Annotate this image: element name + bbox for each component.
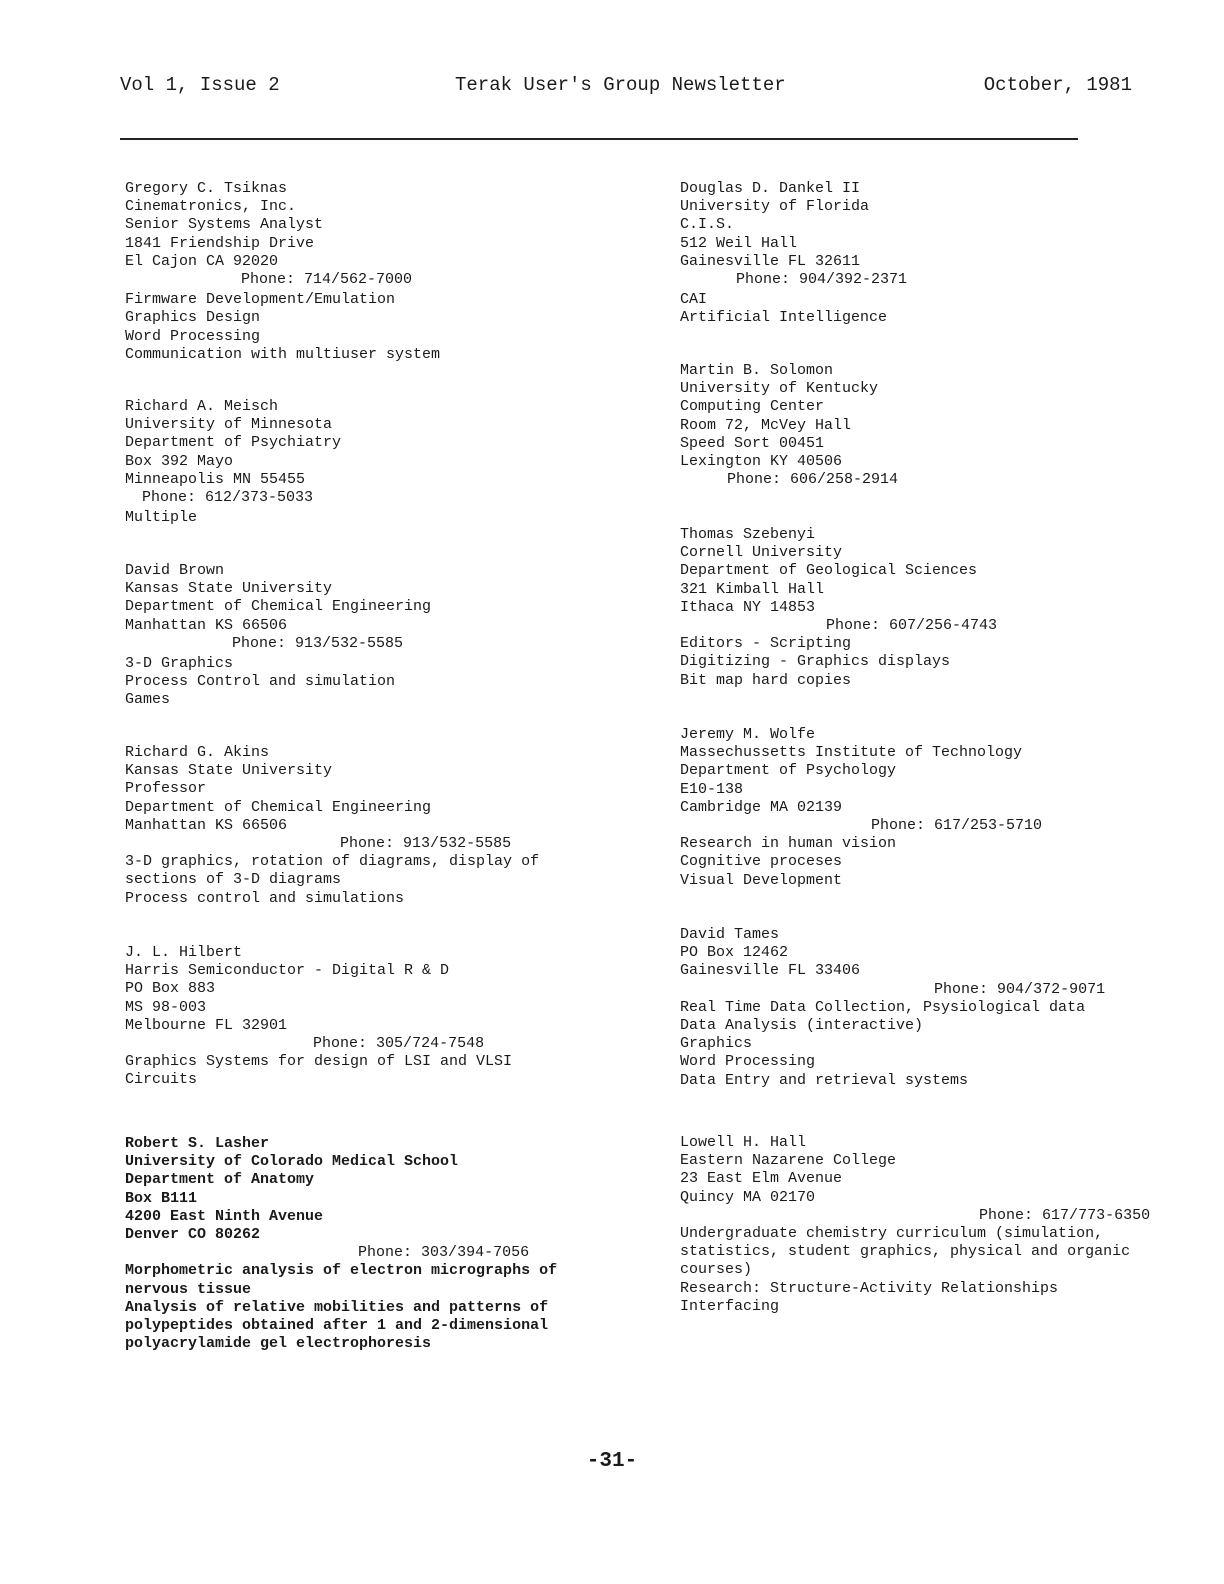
member-entry — [680, 526, 998, 690]
phone-number: Phone: 714/562-7000 — [241, 271, 413, 289]
interest-line: statistics, student graphics, physical and organic — [680, 1243, 1131, 1261]
address-line: Gregory C. Tsiknas — [125, 180, 288, 197]
address-line: PO Box 12462 — [680, 944, 789, 962]
interest-line: Data Entry and retrieval systems — [680, 1071, 969, 1089]
interest-line: courses) — [680, 1261, 753, 1279]
interest-line: polypeptides obtained after 1 and 2-dimensional — [125, 1317, 549, 1335]
address-line: Cambridge MA 02139 — [680, 798, 843, 816]
address-line: Cornell University — [680, 544, 843, 562]
member-entry — [125, 744, 539, 908]
interest-line: Undergraduate chemistry curriculum (simulation, — [680, 1225, 1104, 1243]
interest-line: Word Processing — [125, 327, 261, 345]
interest-line: Process control and simulations — [125, 889, 405, 907]
address-line: Robert S. Lasher — [125, 1135, 270, 1152]
address-line: Department of Psychology — [680, 762, 897, 780]
address-line: Massechussetts Institute of Technology — [680, 744, 1023, 762]
address-line: Department of Anatomy — [125, 1171, 315, 1189]
phone-number: Phone: 606/258-2914 — [727, 471, 899, 489]
issue-date: October, 1981 — [983, 74, 1132, 96]
address-line: Jeremy M. Wolfe — [680, 726, 816, 743]
interest-line: Research in human vision — [680, 835, 897, 853]
member-entry — [125, 944, 512, 1090]
interest-line: nervous tissue — [125, 1280, 252, 1298]
address-line: Cinematronics, Inc. — [125, 198, 297, 216]
phone-number: Phone: 913/532-5585 — [232, 634, 404, 652]
address-line: Department of Psychiatry — [125, 434, 342, 452]
interest-line: Artificial Intelligence — [680, 309, 888, 327]
address-line: University of Colorado Medical School — [125, 1153, 459, 1171]
address-line: Kansas State University — [125, 762, 333, 780]
interest-line: Circuits — [125, 1071, 198, 1089]
address-line: Harris Semiconductor - Digital R & D — [125, 962, 450, 980]
address-line: 512 Weil Hall — [680, 234, 798, 252]
phone-number: Phone: 617/773-6350 — [979, 1206, 1151, 1224]
address-line: 4200 East Ninth Avenue — [125, 1207, 324, 1225]
member-entry — [125, 398, 341, 527]
interest-line: Visual Development — [680, 871, 843, 889]
address-line: Box B111 — [125, 1189, 198, 1207]
address-line: Lowell H. Hall — [680, 1134, 807, 1151]
phone-number: Phone: 303/394-7056 — [358, 1244, 530, 1262]
address-line: David Brown — [125, 562, 225, 579]
member-entry — [680, 180, 908, 328]
address-line: Quincy MA 02170 — [680, 1188, 816, 1206]
address-line: Room 72, McVey Hall — [680, 416, 852, 434]
address-line: 321 Kimball Hall — [680, 580, 825, 598]
member-entry — [680, 1134, 1151, 1316]
address-line: Douglas D. Dankel II — [680, 180, 861, 197]
address-line: David Tames — [680, 926, 780, 943]
interest-line: Interfacing — [680, 1297, 780, 1315]
page-number: -31- — [586, 1450, 638, 1473]
member-entry — [680, 362, 899, 489]
address-line: Department of Chemical Engineering — [125, 798, 432, 816]
interest-line: Data Analysis (interactive) — [680, 1017, 924, 1035]
address-line: C.I.S. — [680, 216, 735, 234]
address-line: Melbourne FL 32901 — [125, 1016, 288, 1034]
address-line: University of Minnesota — [125, 416, 333, 434]
address-line: Minneapolis MN 55455 — [125, 470, 306, 488]
address-line: Department of Chemical Engineering — [125, 598, 432, 616]
interest-line: Process Control and simulation — [125, 673, 396, 691]
address-line: Thomas Szebenyi — [680, 526, 816, 543]
phone-number: Phone: 617/253-5710 — [871, 817, 1043, 835]
interest-line: Graphics Systems for design of LSI and VLSI — [125, 1053, 513, 1071]
interest-line: 3-D Graphics — [125, 655, 234, 673]
address-line: Box 392 Mayo — [125, 452, 234, 470]
interest-line: Digitizing - Graphics displays — [680, 653, 951, 671]
interest-line: Firmware Development/Emulation — [125, 291, 396, 309]
address-line: Manhattan KS 66506 — [125, 816, 288, 834]
member-entry — [125, 180, 440, 364]
member-entry — [680, 726, 1043, 890]
address-line: MS 98-003 — [125, 998, 207, 1016]
interest-line: Editors - Scripting — [680, 635, 852, 653]
interest-line: Morphometric analysis of electron micrographs of — [125, 1262, 558, 1280]
interest-line: Multiple — [125, 509, 198, 527]
address-line: Denver CO 80262 — [125, 1226, 261, 1244]
interest-line: polyacrylamide gel electrophoresis — [125, 1335, 432, 1353]
address-line: Eastern Nazarene College — [680, 1152, 897, 1170]
address-line: 23 East Elm Avenue — [680, 1170, 843, 1188]
address-line: El Cajon CA 92020 — [125, 252, 279, 270]
address-line: Gainesville FL 32611 — [680, 252, 861, 270]
address-line: Richard G. Akins — [125, 744, 270, 761]
address-line: E10-138 — [680, 780, 744, 798]
member-entry — [125, 562, 431, 710]
interest-line: CAI — [680, 291, 708, 309]
address-line: University of Kentucky — [680, 380, 879, 398]
address-line: Department of Geological Sciences — [680, 562, 978, 580]
interest-line: sections of 3-D diagrams — [125, 871, 342, 889]
address-line: PO Box 883 — [125, 980, 216, 998]
phone-number: Phone: 612/373-5033 — [142, 489, 314, 507]
address-line: Richard A. Meisch — [125, 398, 279, 415]
interest-line: Real Time Data Collection, Psysiological data — [680, 998, 1086, 1016]
interest-line: 3-D graphics, rotation of diagrams, display of — [125, 853, 540, 871]
phone-number: Phone: 305/724-7548 — [313, 1035, 485, 1053]
address-line: Senior Systems Analyst — [125, 216, 324, 234]
address-line: Ithaca NY 14853 — [680, 598, 816, 616]
interest-line: Graphics — [680, 1035, 753, 1053]
phone-number: Phone: 904/392-2371 — [736, 271, 908, 289]
address-line: Lexington KY 40506 — [680, 453, 843, 471]
address-line: Martin B. Solomon — [680, 362, 834, 379]
header-rule — [120, 138, 1078, 140]
address-line: University of Florida — [680, 198, 870, 216]
interest-line: Games — [125, 691, 171, 709]
address-line: J. L. Hilbert — [125, 944, 243, 961]
issue-label: Vol 1, Issue 2 — [120, 74, 280, 96]
interest-line: Bit map hard copies — [680, 671, 852, 689]
address-line: Speed Sort 00451 — [680, 434, 825, 452]
phone-number: Phone: 913/532-5585 — [340, 835, 512, 853]
interest-line: Cognitive proceses — [680, 853, 843, 871]
address-line: Kansas State University — [125, 580, 333, 598]
interest-line: Word Processing — [680, 1053, 816, 1071]
address-line: Computing Center — [680, 398, 825, 416]
address-line: 1841 Friendship Drive — [125, 234, 315, 252]
address-line: Manhattan KS 66506 — [125, 616, 288, 634]
phone-number: Phone: 904/372-9071 — [934, 980, 1106, 998]
newsletter-title: Terak User's Group Newsletter — [455, 74, 786, 96]
interest-line: Graphics Design — [125, 309, 261, 327]
phone-number: Phone: 607/256-4743 — [826, 617, 998, 635]
member-entry — [125, 1135, 557, 1353]
interest-line: Analysis of relative mobilities and patterns of — [125, 1298, 549, 1316]
address-line: Gainesville FL 33406 — [680, 962, 861, 980]
interest-line: Communication with multiuser system — [125, 345, 441, 363]
interest-line: Research: Structure-Activity Relationships — [680, 1279, 1059, 1297]
address-line: Professor — [125, 780, 207, 798]
member-entry — [680, 926, 1106, 1090]
